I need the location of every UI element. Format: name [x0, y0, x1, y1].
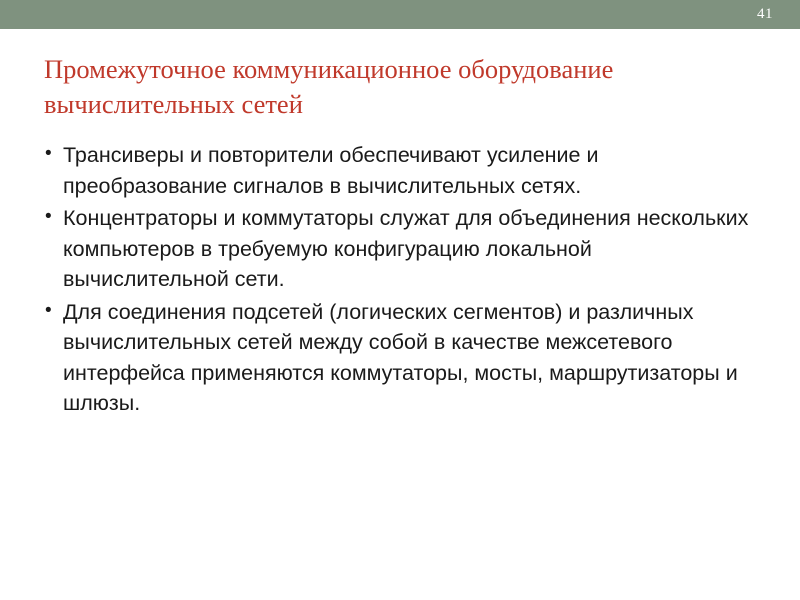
- list-item-text: Концентраторы и коммутаторы служат для объединения нескольких компьютеров в требуемую конфигурацию локальной вычислительной сети.: [63, 206, 749, 292]
- list-item: [42, 297, 754, 419]
- header-band: [0, 0, 800, 29]
- list-item: [42, 140, 754, 201]
- list-item-text: Для соединения подсетей (логических сегментов) и различных вычислительных сетей между собой в качестве межсетевого интерфейса применяются коммутаторы, мосты, маршрутизаторы и шлюзы.: [63, 299, 738, 416]
- list-item-text: Трансиверы и повторители обеспечивают усиление и преобразование сигналов в вычислительных сетях.: [63, 143, 599, 198]
- page-title: Промежуточное коммуникационное оборудование вычислительных сетей: [44, 54, 614, 119]
- bullet-icon: •: [45, 299, 52, 321]
- bullet-list: [42, 140, 754, 421]
- slide-number: 41: [757, 6, 773, 22]
- list-item: [42, 203, 754, 295]
- bullet-icon: •: [45, 143, 52, 164]
- bullet-icon: •: [45, 206, 52, 228]
